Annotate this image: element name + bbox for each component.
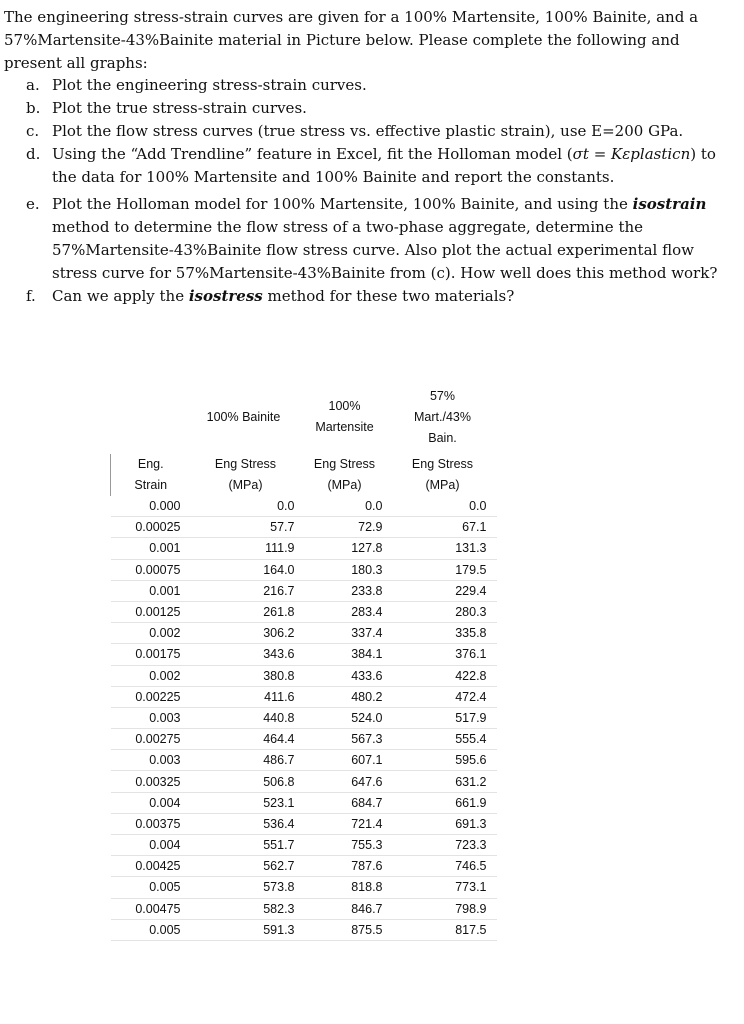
task-text-after: ) to the data for 100% Martensite and 100% Bainite and report the constants. [52,145,716,186]
strain-cell: 0.00425 [111,856,191,877]
table-row [111,898,497,919]
task-text-after: method to determine the flow stress of a two-phase aggregate, determine the 57%Martensite-43%Bainite flow stress curve. Also plot the actual experimental flow stress curve for 57%Martensite-43%Bainite from (c). How well does this method work? [52,218,718,282]
task-text: Plot the flow stress curves (true stress vs. effective plastic strain), use E=200 GPa. [52,122,684,140]
mixed-stress-cell: 555.4 [389,729,497,750]
bainite-stress-cell: 464.4 [191,729,301,750]
task-text [52,143,726,189]
strain-cell: 0.00325 [111,771,191,792]
table-row [111,665,497,686]
holloman-equation: σt = Kεplasticn [572,145,691,163]
martensite-stress-cell: 787.6 [301,856,389,877]
isostrain-term: isostrain [632,195,707,213]
mixed-stress-cell: 376.1 [389,644,497,665]
martensite-stress-cell: 384.1 [301,644,389,665]
table-row [111,771,497,792]
table-row [111,644,497,665]
martensite-stress-cell: 875.5 [301,919,389,940]
group-header-bainite: 100% Bainite [206,409,281,424]
task-text-after: method for these two materials? [262,287,515,305]
stress-strain-table [110,380,497,941]
group-header-strain [111,380,191,454]
table-row [111,856,497,877]
mixed-stress-cell: 0.0 [389,496,497,517]
strain-cell: 0.002 [111,623,191,644]
martensite-stress-cell: 684.7 [301,792,389,813]
bainite-stress-cell: 343.6 [191,644,301,665]
table-row [111,919,497,940]
task-list [26,74,726,308]
task-item-f [26,285,726,308]
bainite-stress-cell: 506.8 [191,771,301,792]
strain-cell: 0.001 [111,580,191,601]
mixed-stress-cell: 131.3 [389,538,497,559]
table-row [111,686,497,707]
table-row [111,877,497,898]
bainite-stress-cell: 0.0 [191,496,301,517]
task-text-before: Can we apply the [52,287,189,305]
strain-cell: 0.003 [111,707,191,728]
column-header-martensite-stress: Eng Stress (MPa) [313,457,376,492]
table-row [111,538,497,559]
martensite-stress-cell: 818.8 [301,877,389,898]
mixed-stress-cell: 773.1 [389,877,497,898]
mixed-stress-cell: 67.1 [389,517,497,538]
strain-cell: 0.004 [111,792,191,813]
mixed-stress-cell: 335.8 [389,623,497,644]
strain-cell: 0.00375 [111,813,191,834]
strain-cell: 0.00075 [111,559,191,580]
martensite-stress-cell: 846.7 [301,898,389,919]
table-row [111,813,497,834]
task-label: e. [26,195,40,213]
table-row [111,601,497,622]
table-row [111,496,497,517]
table-row [111,835,497,856]
bainite-stress-cell: 536.4 [191,813,301,834]
mixed-stress-cell: 595.6 [389,750,497,771]
bainite-stress-cell: 582.3 [191,898,301,919]
martensite-stress-cell: 567.3 [301,729,389,750]
martensite-stress-cell: 607.1 [301,750,389,771]
mixed-stress-cell: 817.5 [389,919,497,940]
table-row [111,792,497,813]
mixed-stress-cell: 472.4 [389,686,497,707]
table-row [111,559,497,580]
strain-cell: 0.00225 [111,686,191,707]
table-row [111,707,497,728]
task-item-e [26,193,726,285]
mixed-stress-cell: 179.5 [389,559,497,580]
bainite-stress-cell: 562.7 [191,856,301,877]
bainite-stress-cell: 551.7 [191,835,301,856]
stress-strain-table-container [110,380,497,941]
mixed-stress-cell: 422.8 [389,665,497,686]
task-text-before: Using the “Add Trendline” feature in Excel, fit the Holloman model ( [52,145,573,163]
strain-cell: 0.004 [111,835,191,856]
mixed-stress-cell: 517.9 [389,707,497,728]
group-header-mixed: 57% Mart./43% Bain. [414,388,471,445]
martensite-stress-cell: 72.9 [301,517,389,538]
task-text [52,285,726,308]
table-row [111,750,497,771]
bainite-stress-cell: 573.8 [191,877,301,898]
bainite-stress-cell: 440.8 [191,707,301,728]
martensite-stress-cell: 480.2 [301,686,389,707]
martensite-stress-cell: 283.4 [301,601,389,622]
martensite-stress-cell: 647.6 [301,771,389,792]
task-label: c. [26,122,40,140]
bainite-stress-cell: 591.3 [191,919,301,940]
column-header-bainite-stress: Eng Stress (MPa) [214,457,277,492]
mixed-stress-cell: 746.5 [389,856,497,877]
bainite-stress-cell: 486.7 [191,750,301,771]
bainite-stress-cell: 411.6 [191,686,301,707]
task-item-a [26,74,726,97]
task-item-d [26,143,726,189]
task-label: d. [26,145,41,163]
strain-cell: 0.00125 [111,601,191,622]
table-row [111,580,497,601]
task-text-before: Plot the Holloman model for 100% Martensite, 100% Bainite, and using the [52,195,633,213]
martensite-stress-cell: 524.0 [301,707,389,728]
strain-cell: 0.001 [111,538,191,559]
strain-cell: 0.002 [111,665,191,686]
bainite-stress-cell: 380.8 [191,665,301,686]
strain-cell: 0.00175 [111,644,191,665]
group-header-row [111,380,497,454]
column-header-row [111,454,497,496]
task-text: Plot the true stress-strain curves. [52,99,307,117]
martensite-stress-cell: 755.3 [301,835,389,856]
task-label: f. [26,287,36,305]
table-row [111,729,497,750]
strain-cell: 0.00475 [111,898,191,919]
group-header-martensite: 100% Martensite [315,399,374,434]
task-item-c [26,120,726,143]
isostress-term: isostress [188,287,263,305]
martensite-stress-cell: 180.3 [301,559,389,580]
mixed-stress-cell: 631.2 [389,771,497,792]
bainite-stress-cell: 57.7 [191,517,301,538]
bainite-stress-cell: 261.8 [191,601,301,622]
strain-cell: 0.00275 [111,729,191,750]
mixed-stress-cell: 723.3 [389,835,497,856]
column-header-strain: Eng. Strain [111,454,191,496]
intro-paragraph: The engineering stress-strain curves are given for a 100% Martensite, 100% Bainite, and a 57%Martensite-43%Bainite material in Picture below. Please complete the following and present all graphs: [4,8,699,72]
martensite-stress-cell: 721.4 [301,813,389,834]
bainite-stress-cell: 216.7 [191,580,301,601]
strain-cell: 0.005 [111,877,191,898]
task-label: a. [26,76,40,94]
bainite-stress-cell: 306.2 [191,623,301,644]
task-text [52,193,726,285]
task-label: b. [26,99,41,117]
bainite-stress-cell: 523.1 [191,792,301,813]
table-row [111,517,497,538]
mixed-stress-cell: 691.3 [389,813,497,834]
mixed-stress-cell: 229.4 [389,580,497,601]
mixed-stress-cell: 280.3 [389,601,497,622]
strain-cell: 0.005 [111,919,191,940]
martensite-stress-cell: 337.4 [301,623,389,644]
bainite-stress-cell: 164.0 [191,559,301,580]
mixed-stress-cell: 798.9 [389,898,497,919]
martensite-stress-cell: 127.8 [301,538,389,559]
mixed-stress-cell: 661.9 [389,792,497,813]
task-item-b [26,97,726,120]
martensite-stress-cell: 233.8 [301,580,389,601]
martensite-stress-cell: 433.6 [301,665,389,686]
column-header-mixed-stress: Eng Stress (MPa) [411,457,474,492]
strain-cell: 0.003 [111,750,191,771]
martensite-stress-cell: 0.0 [301,496,389,517]
strain-cell: 0.000 [111,496,191,517]
task-text: Plot the engineering stress-strain curves. [52,76,367,94]
bainite-stress-cell: 111.9 [191,538,301,559]
table-row [111,623,497,644]
strain-cell: 0.00025 [111,517,191,538]
